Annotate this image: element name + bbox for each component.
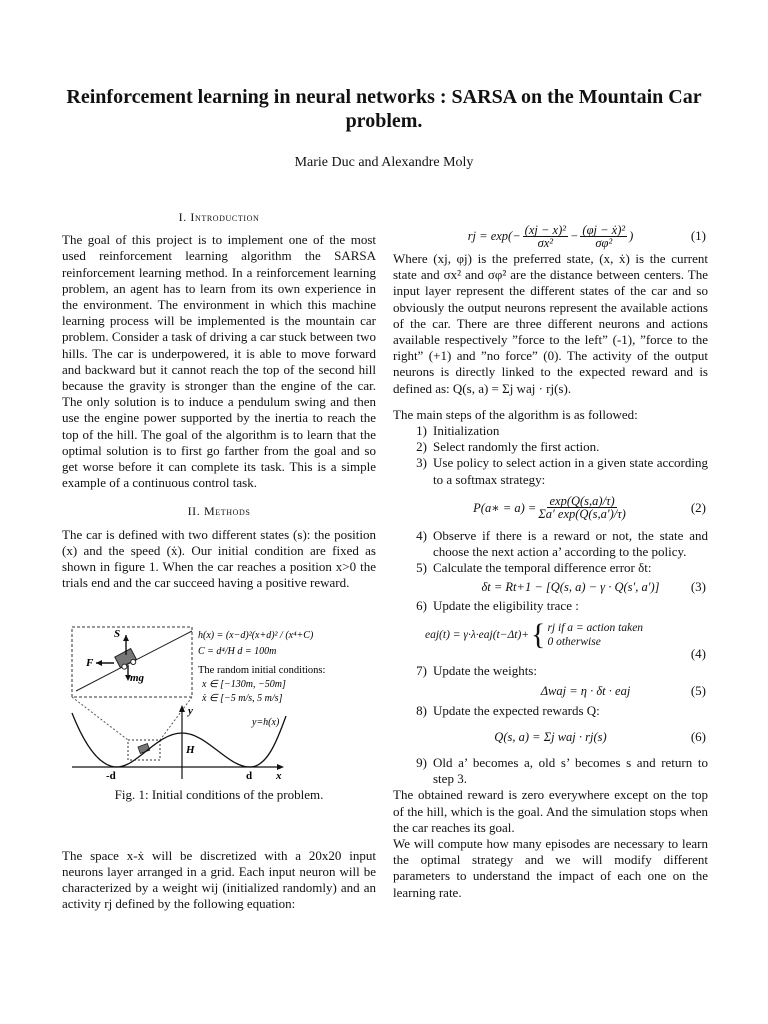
equation-5 — [393, 679, 708, 703]
left-column — [62, 205, 376, 912]
where-paragraph: Where (xj, φj) is the preferred state, (x, ẋ) is the current state and σx² and σφ² are the distance between centers. The input layer represent the different states of the car and so obviously the output neurons represent the available actions of the car. There are three different neurons and actions available respectively ”force to the left” (-1), ”force to the right” (+1) and ”no force” (0). The activity of the output neurons is directly linked to the expected reward and is defined as: Q(s, a) = Σj waj · rj(s). — [393, 251, 708, 396]
eq1-rhs: ) — [629, 228, 634, 243]
step-4 — [393, 528, 708, 560]
authors: Marie Duc and Alexandre Moly — [294, 155, 474, 170]
eq1-lhs: rj = exp(− — [467, 228, 521, 243]
step-8 — [393, 703, 708, 719]
equation-3 — [393, 576, 708, 598]
figure-eq-h: h(x) = (x−d)²(x+d)² / (x⁴+C) — [198, 630, 314, 642]
eq2-numerator: exp(Q(s,a)/τ) — [549, 494, 615, 509]
figure-cond-v: ẋ ∈ [−5 m/s, 5 m/s] — [202, 693, 283, 705]
eq1-minus: − — [569, 228, 579, 243]
step-text: Update the expected rewards Q: — [433, 702, 600, 718]
label-f: F — [86, 657, 94, 670]
step-text: Observe if there is a reward or not, the state and choose the next action a’ according to the policy. — [433, 527, 708, 560]
step-number: 9) — [416, 755, 427, 771]
step-number: 4) — [416, 527, 427, 543]
methods-paragraph: The car is defined with two different states (s): the position (x) and the speed (ẋ). Our initial condition are fixed as shown in figure 1. When the car reaches a position x>0 the trials end and the car succeed having a positive reward. — [62, 526, 376, 591]
step-text: Old a’ becomes a, old s’ becomes s and return to step 3. — [433, 755, 708, 787]
step-text: Calculate the temporal difference error δt: — [433, 560, 652, 576]
conclusion-paragraph: The obtained reward is zero everywhere except on the top of the hill, which is the goal. And the simulation stops when the car reaches its goal. — [393, 787, 708, 835]
equation-6 — [393, 719, 708, 755]
eq1-fraction-2 — [580, 224, 627, 249]
eq4-lhs: eaj(t) = γ·λ·eaj(t−Δt)+ — [425, 628, 530, 641]
small-car-icon — [138, 744, 150, 754]
label-x: x — [276, 770, 282, 782]
label-y: y — [188, 705, 193, 718]
eq3-text: δt = Rt+1 − [Q(s, a) − γ · Q(s′, a′)] — [481, 580, 660, 595]
figure-cond-title: The random initial conditions: — [198, 665, 326, 677]
step-number: 1) — [416, 423, 427, 439]
eq6-text: Q(s, a) = Σj waj · rj(s) — [494, 729, 607, 744]
step-1 — [393, 423, 708, 439]
force-arrowhead — [96, 660, 102, 666]
step-text: Initialization — [433, 423, 500, 439]
step-text: Update the eligibility trace : — [433, 598, 579, 614]
eq1-f1-numerator: (xj − x)² — [524, 222, 566, 237]
paper-title: Reinforcement learning in neural networks : SARSA on the Mountain Car problem. — [66, 86, 702, 132]
step-7 — [393, 663, 708, 679]
figure-eq-c: C = d⁴/H d = 100m — [198, 646, 277, 658]
speed-arrowhead — [123, 635, 129, 641]
equation-2 — [393, 488, 708, 528]
eq4-case-2: 0 otherwise — [547, 635, 601, 648]
eq5-number: (5) — [690, 682, 706, 698]
compute-paragraph: We will compute how many episodes are necessary to learn the optimal strategy and we will modify different parameters to understand the impact of each one on the learning rate. — [393, 836, 708, 900]
figure-1 — [62, 621, 376, 781]
eq4-case-1: rj if a = action taken — [547, 621, 644, 634]
y-axis-arrowhead — [179, 705, 185, 712]
equation-1 — [393, 221, 708, 251]
step-text: Use policy to select action in a given state according to a softmax strategy: — [433, 455, 708, 487]
eq1-fraction-1 — [523, 224, 568, 249]
label-mg: mg — [130, 672, 145, 685]
label-d: d — [246, 770, 253, 782]
eq1-f2-numerator: (φj − ẋ)² — [582, 222, 626, 237]
introduction-paragraph: The goal of this project is to implement one of the most used reinforcement learning algorithm the SARSA reinforcement learning method. In a reinforcement learning problem, an agent has to learn from its own experience in the environment. The environment in which this machine learning process will be implemented is the mountain car problem. Consider a task of driving a car stuck between two hills. The car is underpowered, it is able to move forward and backward but it cannot reach the top of the second hill because the gravity is stronger than the engine of the car. The only solution is to induce a pendulum swing and then use the engine power supported by the inertia to reach the top of the hill. The goal of the algorithm is to learn that the optimal solution is to first go farther from the goal and so get worse before it can complete its task. This is a simple example of a continuous control task. — [62, 232, 376, 491]
step-number: 2) — [416, 439, 427, 455]
eq1-f2-denominator: σφ² — [595, 235, 613, 250]
eq6-number: (6) — [690, 728, 706, 744]
space-paragraph: The space x-ẋ will be discretized with a 20x20 input neurons layer arranged in a grid. Each input neuron will be characterized by a weight wij (initialized randomly) and an activity rj defined by the following equation: — [62, 847, 376, 912]
figure-caption: Fig. 1: Initial conditions of the problem. — [114, 787, 324, 803]
step-2 — [393, 439, 708, 455]
eq2-number: (2) — [690, 499, 706, 515]
eq4-number: (4) — [690, 646, 706, 662]
equation-4 — [393, 615, 708, 662]
projection-line-left — [72, 697, 128, 740]
step-number: 8) — [416, 702, 427, 718]
step-number: 7) — [416, 662, 427, 678]
step-9 — [393, 755, 708, 787]
mountain-car-diagram — [62, 621, 376, 781]
section-heading-methods: II. Methods — [187, 504, 251, 519]
step-number: 3) — [416, 455, 427, 471]
step-text: Update the weights: — [433, 662, 537, 678]
section-heading-introduction: I. Introduction — [178, 210, 260, 224]
eq3-number: (3) — [690, 579, 706, 595]
eq4-cases — [547, 621, 643, 649]
eq5-text: Δwaj = η · δt · eaj — [540, 683, 631, 698]
figure-cond-x: x ∈ [−130m, −50m] — [202, 679, 286, 691]
eq4-brace: { — [531, 617, 546, 651]
eq2-fraction — [538, 495, 625, 520]
label-s: S — [114, 628, 121, 641]
eq1-f1-denominator: σx² — [537, 235, 554, 250]
label-curve: y=h(x) — [252, 717, 280, 729]
step-number: 6) — [416, 598, 427, 614]
eq1-number: (1) — [690, 227, 706, 243]
label-h: H — [186, 744, 195, 757]
right-column — [393, 222, 708, 901]
eq2-lhs: P(a∗ = a) = — [473, 500, 537, 515]
step-3 — [393, 455, 708, 487]
step-6 — [393, 598, 708, 614]
steps-intro: The main steps of the algorithm is as followed: — [393, 406, 638, 422]
step-text: Select randomly the first action. — [433, 439, 600, 455]
step-number: 5) — [416, 560, 427, 576]
eq2-denominator: Σa′ exp(Q(s,a′)/τ) — [538, 507, 626, 522]
label-neg-d: -d — [106, 770, 116, 782]
step-5 — [393, 560, 708, 576]
